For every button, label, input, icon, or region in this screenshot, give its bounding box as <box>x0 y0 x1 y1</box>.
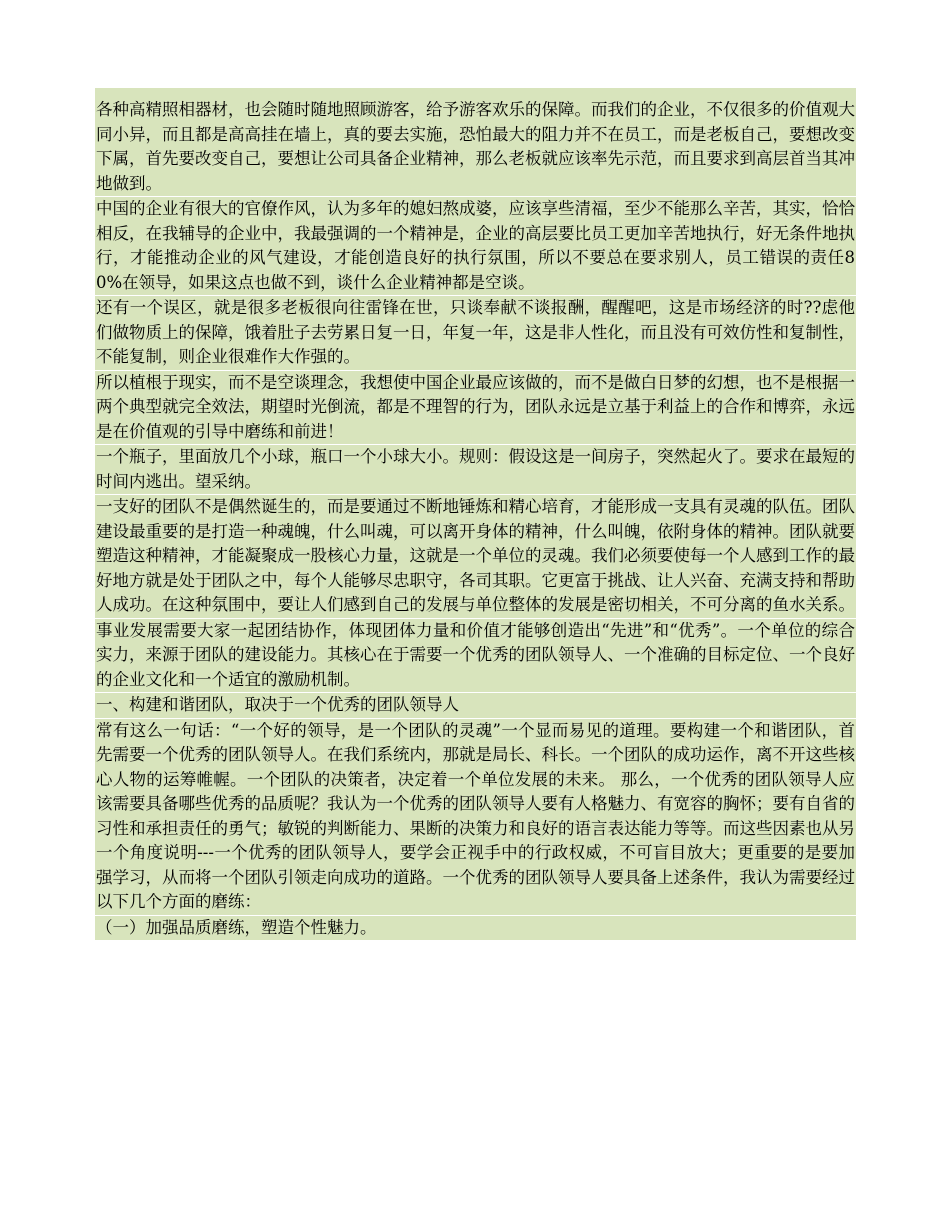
paragraph: 所以植根于现实，而不是空谈理念，我想使中国企业最应该做的，而不是做白日梦的幻想，也不是根据一两个典型就完全效法，期望时光倒流，都是不理智的行为，团队永远是立基于利益上的合作和博弈，永远是在价值观的引导中磨练和前进！ <box>95 371 856 445</box>
paragraph: 事业发展需要大家一起团结协作，体现团体力量和价值才能够创造出“先进”和“优秀”。一个单位的综合实力，来源于团队的建设能力。其核心在于需要一个优秀的团队领导人、一个准确的目标定位、一个良好的企业文化和一个适宜的激励机制。 <box>95 619 856 693</box>
paragraph: 常有这么一句话：“一个好的领导，是一个团队的灵魂”一个显而易见的道理。要构建一个和谐团队，首先需要一个优秀的团队领导人。在我们系统内，那就是局长、科长。一个团队的成功运作，离不开这些核心人物的运筹帷幄。一个团队的决策者，决定着一个单位发展的未来。 那么，一个优秀的团队领导人应该需要具备哪些优秀的品质呢？我认为一个优秀的团队领导人要有人格魅力、有宽容的胸怀；要有自省的习性和承担责任的勇气；敏锐的判断能力、果断的决策力和良好的语言表达能力等等。而这些因素也从另一个角度说明---一个优秀的团队领导人，要学会正视手中的行政权威，不可盲目放大；更重要的是要加强学习，从而将一个团队引领走向成功的道路。一个优秀的团队领导人要具备上述条件，我认为需要经过以下几个方面的磨练： <box>95 719 856 915</box>
paragraph: 一支好的团队不是偶然诞生的，而是要通过不断地锤炼和精心培育，才能形成一支具有灵魂的队伍。团队建设最重要的是打造一种魂魄，什么叫魂，可以离开身体的精神，什么叫魄，依附身体的精神。团队就要塑造这种精神，才能凝聚成一股核心力量，这就是一个单位的灵魂。我们必须要使每一个人感到工作的最好地方就是处于团队之中，每个人能够尽忠职守，各司其职。它更富于挑战、让人兴奋、充满支持和帮助人成功。在这种氛围中，要让人们感到自己的发展与单位整体的发展是密切相关，不可分离的鱼水关系。 <box>95 495 856 618</box>
paragraph: 一个瓶子，里面放几个小球，瓶口一个小球大小。规则：假设这是一间房子，突然起火了。要求在最短的时间内逃出。望采纳。 <box>95 445 856 494</box>
subsection-heading: （一）加强品质磨练，塑造个性魅力。 <box>95 916 856 941</box>
section-heading: 一、构建和谐团队，取决于一个优秀的团队领导人 <box>95 693 856 718</box>
paragraph: 还有一个误区，就是很多老板很向往雷锋在世，只谈奉献不谈报酬，醒醒吧，这是市场经济的时??虑他们做物质上的保障，饿着肚子去劳累日复一日，年复一年，这是非人性化，而且没有可效仿性和复制性，不能复制，则企业很难作大作强的。 <box>95 296 856 370</box>
paragraph: 各种高精照相器材，也会随时随地照顾游客，给予游客欢乐的保障。而我们的企业，不仅很多的价值观大同小异，而且都是高高挂在墙上，真的要去实施，恐怕最大的阻力并不在员工，而是老板自己，要想改变下属，首先要改变自己，要想让公司具备企业精神，那么老板就应该率先示范，而且要求到高层首当其冲地做到。 <box>95 88 856 196</box>
paragraph: 中国的企业有很大的官僚作风，认为多年的媳妇熬成婆，应该享些清福，至少不能那么辛苦，其实，恰恰相反，在我辅导的企业中，我最强调的一个精神是，企业的高层要比员工更加辛苦地执行，好无条件地执行，才能推动企业的风气建设，才能创造良好的执行氛围，所以不要总在要求别人，员工错误的责任80%在领导，如果这点也做不到，谈什么企业精神都是空谈。 <box>95 197 856 295</box>
document-body <box>95 88 856 941</box>
